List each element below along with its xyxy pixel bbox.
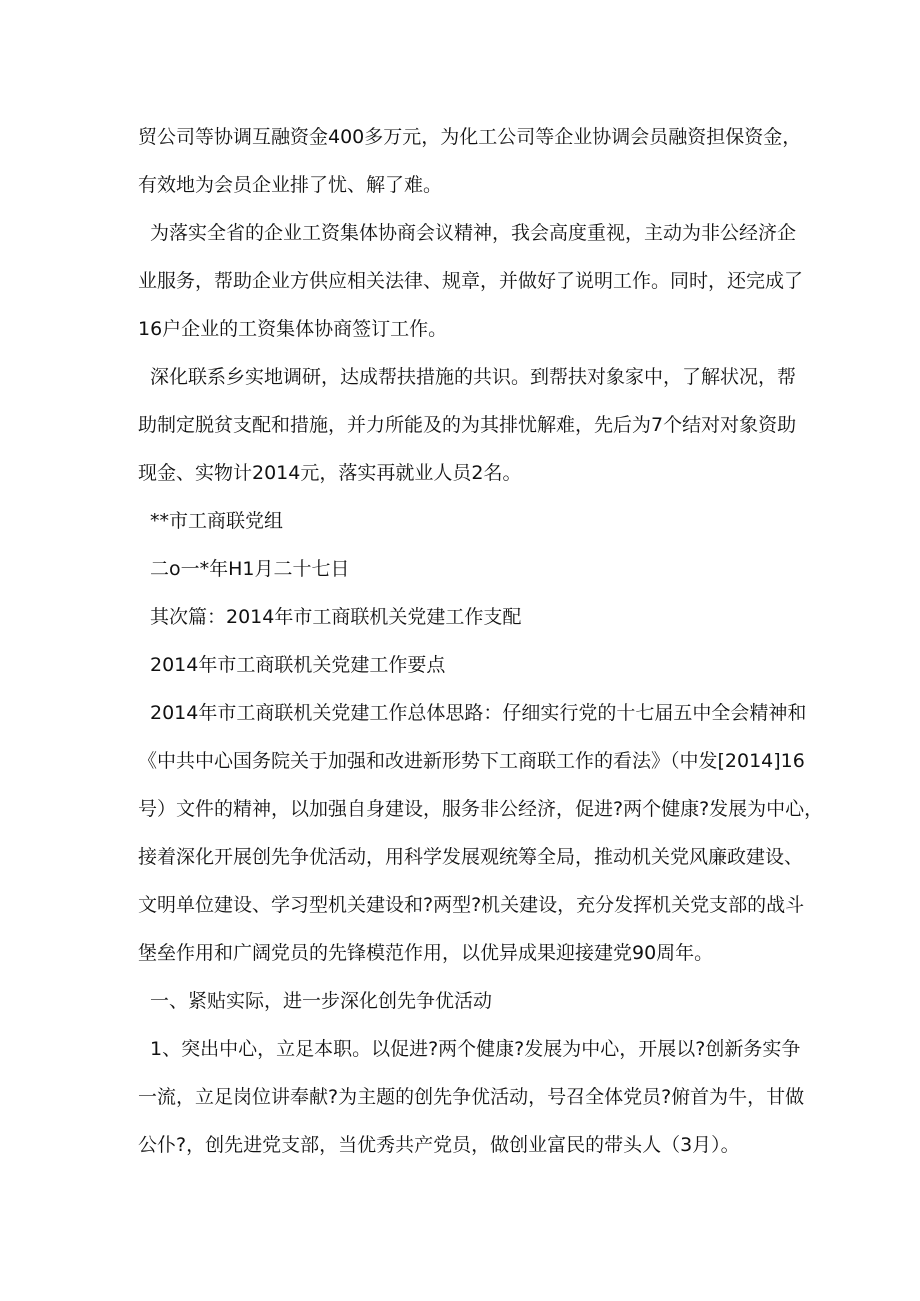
text-line: 其次篇：2014年市工商联机关党建工作支配 bbox=[150, 606, 522, 628]
signature-date bbox=[138, 545, 798, 593]
paragraph-item-one bbox=[138, 1025, 805, 1169]
text-line: 16户企业的工资集体协商签订工作。 bbox=[138, 318, 448, 340]
section-heading-one bbox=[138, 977, 798, 1025]
signature-organization bbox=[138, 497, 798, 545]
paragraph-financing bbox=[138, 113, 802, 209]
text-line: 《中共中心国务院关于加强和改进新形势下工商联工作的看法》（中发[2014]16 bbox=[138, 750, 805, 772]
text-line: 有效地为会员企业排了忧、解了难。 bbox=[138, 174, 443, 196]
paragraph-overall-approach bbox=[138, 689, 824, 977]
text-line: 堡垒作用和广阔党员的先锋模范作用，以优异成果迎接建党90周年。 bbox=[138, 942, 714, 964]
paragraph-wage-negotiation bbox=[138, 209, 804, 353]
text-line: 现金、实物计2014元，落实再就业人员2名。 bbox=[138, 462, 522, 484]
document-heading bbox=[138, 641, 798, 689]
text-line: 为落实全省的企业工资集体协商会议精神，我会高度重视，主动为非公经济企 bbox=[150, 222, 797, 244]
text-line: 公仆?，创先进党支部，当优秀共产党员，做创业富民的带头人（3月）。 bbox=[138, 1134, 740, 1156]
text-line: 一、紧贴实际，进一步深化创先争优活动 bbox=[150, 990, 493, 1012]
text-line: **市工商联党组 bbox=[150, 510, 284, 532]
text-line: 深化联系乡实地调研，达成帮扶措施的共识。到帮扶对象家中，了解状况，帮 bbox=[150, 366, 797, 388]
text-line: 一流，立足岗位讲奉献?为主题的创先争优活动，号召全体党员?俯首为牛，甘做 bbox=[138, 1086, 805, 1108]
text-line: 助制定脱贫支配和措施，并力所能及的为其排忧解难，先后为7个结对对象资助 bbox=[138, 414, 797, 436]
text-line: 贸公司等协调互融资金400多万元，为化工公司等企业协调会员融资担保资金， bbox=[138, 126, 802, 148]
text-line: 文明单位建设、学习型机关建设和?两型?机关建设，充分发挥机关党支部的战斗 bbox=[138, 894, 805, 916]
text-line: 号）文件的精神，以加强自身建设，服务非公经济，促进?两个健康?发展为中心， bbox=[138, 798, 824, 820]
text-line: 接着深化开展创先争优活动，用科学发展观统筹全局，推动机关党风廉政建设、 bbox=[138, 846, 804, 868]
text-line: 二o一*年H1月二十七日 bbox=[150, 558, 350, 580]
text-line: 2014年市工商联机关党建工作要点 bbox=[150, 654, 446, 676]
section-title-second bbox=[138, 593, 798, 641]
text-line: 1、突出中心，立足本职。以促进?两个健康?发展为中心，开展以?创新务实争 bbox=[150, 1038, 801, 1060]
paragraph-poverty-aid bbox=[138, 353, 798, 497]
text-line: 2014年市工商联机关党建工作总体思路：仔细实行党的十七届五中全会精神和 bbox=[150, 702, 807, 724]
document-body bbox=[138, 113, 824, 1169]
text-line: 业服务，帮助企业方供应相关法律、规章，并做好了说明工作。同时，还完成了 bbox=[138, 270, 804, 292]
